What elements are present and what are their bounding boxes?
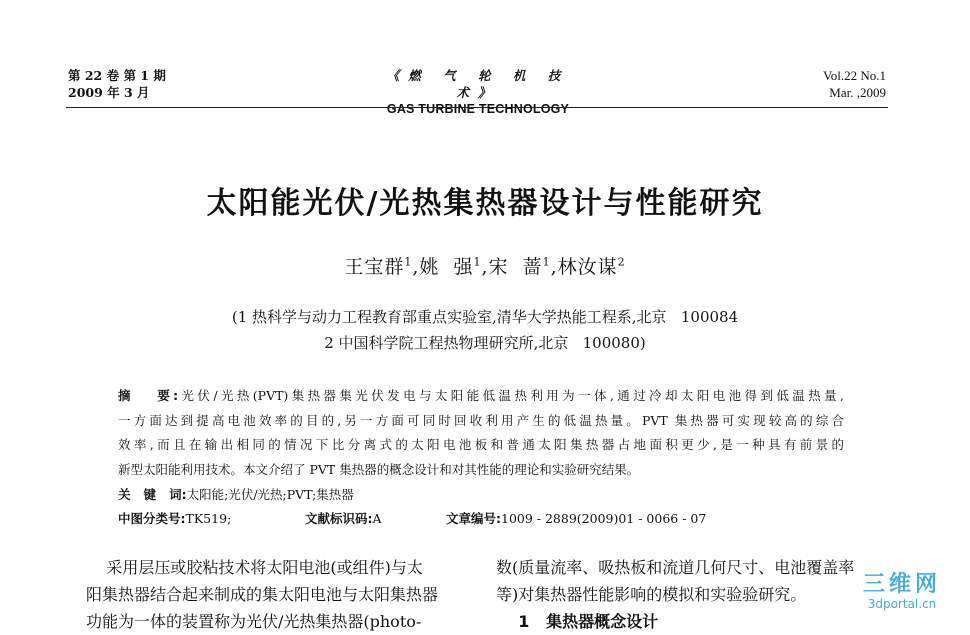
- author-1: 王宝群: [344, 256, 405, 278]
- author-4-affil: 2: [617, 255, 626, 269]
- header-rule: [66, 107, 888, 108]
- paper-title: 太阳能光伏/光热集热器设计与性能研究: [206, 186, 764, 221]
- author-1-affil: 1: [404, 255, 413, 269]
- date-en: Mar. ,2009: [829, 85, 886, 100]
- body-left-line-2: 阳集热器结合起来制成的集太阳电池与太阳集热器: [86, 585, 439, 604]
- abstract: [118, 384, 844, 482]
- document-code-value: A: [372, 511, 382, 526]
- issue-date: 2009 年 3 月: [68, 85, 150, 100]
- abstract-line-3: 效率,而且在输出相同的情况下比分离式的太阳电池板和普通太阳集热器占地面积更少,是一种具有前景的: [118, 437, 844, 452]
- keywords: [118, 485, 354, 503]
- abstract-text-1: 光伏/光热(PVT)集热器集光伏发电与太阳能低温热利用为一体,通过冷却太阳电池得到低温热量,: [178, 388, 844, 403]
- classification-number: [118, 509, 231, 527]
- watermark-logo-url: 3dportal.cn: [867, 597, 937, 611]
- abstract-line-2: 一方面达到提高电池效率的目的,另一方面可同时回收利用产生的低温热量。PVT 集热器可实现较高的综合: [118, 412, 844, 428]
- section-heading-1: 1 集热器概念设计: [496, 612, 659, 631]
- author-4: ,林汝谋: [550, 256, 618, 278]
- affiliation-1: (1 热科学与动力工程教育部重点实验室,清华大学热能工程系,北京 100084: [231, 308, 739, 326]
- journal-name-en: GAS TURBINE TECHNOLOGY: [386, 102, 570, 116]
- body-left-line-3: 功能为一体的装置称为光伏/光热集热器(photo-: [86, 612, 422, 631]
- article-number-value: 1009 - 2889(2009)01 - 0066 - 07: [501, 511, 707, 526]
- author-2: ,姚 强: [412, 256, 474, 278]
- body-left-line-1: 采用层压或胶粘技术将太阳电池(或组件)与太: [86, 558, 423, 577]
- abstract-line-1: [118, 384, 844, 409]
- author-2-affil: 1: [473, 255, 482, 269]
- watermark-logo: [840, 573, 964, 619]
- watermark-logo-text: 三维网: [862, 572, 941, 597]
- article-number-label: 文章编号:: [446, 511, 501, 526]
- body-column-left: [86, 554, 466, 635]
- keywords-label: 关 键 词:: [118, 487, 187, 502]
- abstract-label: 摘 要:: [118, 388, 179, 403]
- article-number: [446, 509, 706, 527]
- body-column-right: [496, 554, 896, 635]
- classification-value: TK519;: [185, 511, 232, 526]
- body-right-line-2: 等)对集热器性能影响的模拟和实验验研究。: [496, 585, 807, 604]
- author-3: ,宋 蔷: [481, 256, 543, 278]
- volume-number-en: Vol.22 No.1: [823, 68, 886, 83]
- abstract-line-4: 新型太阳能利用技术。本文介绍了 PVT 集热器的概念设计和对其性能的理论和实验研究结果。: [118, 461, 640, 477]
- journal-name-cn: 《燃 气 轮 机 技 术》: [386, 68, 570, 100]
- authors: [0, 252, 970, 279]
- affiliation-2: 2 中国科学院工程热物理研究所,北京 100080): [324, 334, 646, 352]
- document-code-label: 文献标识码:: [305, 511, 373, 526]
- author-3-affil: 1: [542, 255, 551, 269]
- classification-label: 中图分类号:: [118, 511, 186, 526]
- document-code: [305, 509, 382, 527]
- volume-issue: 第 22 卷 第 1 期: [68, 68, 166, 83]
- journal-issue-info: [68, 67, 166, 101]
- journal-name: [372, 67, 584, 118]
- keywords-value: 太阳能;光伏/光热;PVT;集热器: [186, 487, 354, 502]
- body-right-line-1: 数(质量流率、吸热板和流道几何尺寸、电池覆盖率: [496, 558, 855, 577]
- journal-volume-en: [770, 67, 886, 101]
